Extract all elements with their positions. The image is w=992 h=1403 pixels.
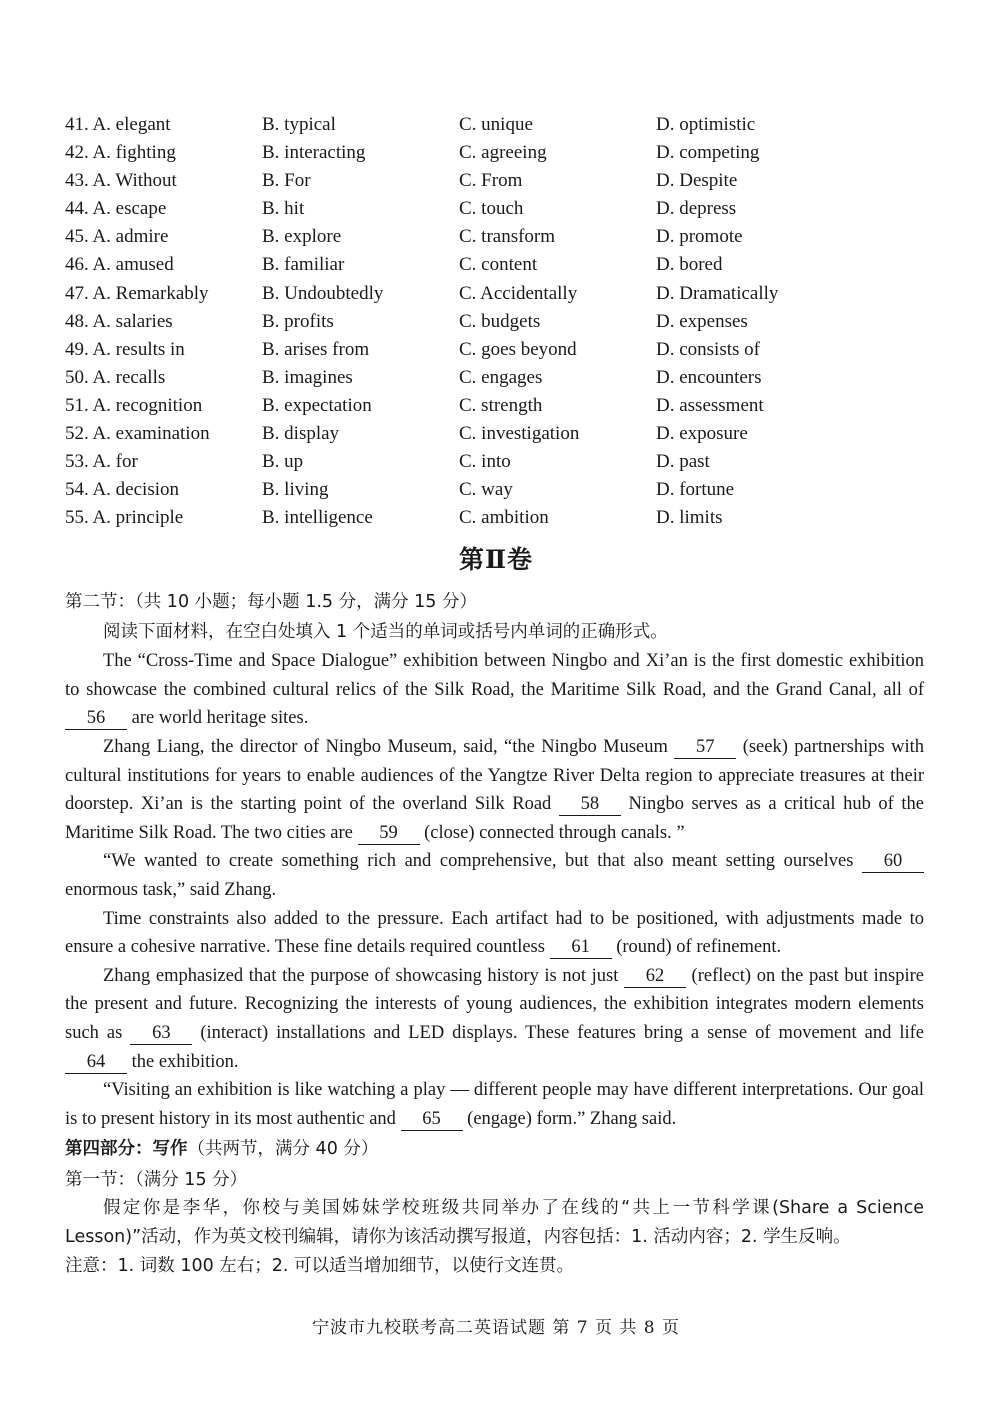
writing-note: 注意：1. 词数 100 左右；2. 可以适当增加细节，以使行文连贯。 — [65, 1255, 575, 1276]
option-c[interactable]: C. agreeing — [459, 142, 547, 164]
option-b[interactable]: B. arises from — [262, 338, 370, 360]
option-d[interactable]: D. Dramatically — [656, 282, 779, 304]
blank-62[interactable]: 62 — [624, 965, 686, 988]
option-d[interactable]: D. past — [656, 451, 710, 473]
option-a[interactable]: 45. A. admire — [65, 226, 169, 248]
passage-paragraph-6: “Visiting an exhibition is like watching a play — different people may have different interpretations. Our goal is to present history in its most authentic and 65 (engage) form.” Zhang said. — [65, 1080, 924, 1129]
option-a[interactable]: 53. A. for — [65, 451, 138, 473]
option-b[interactable]: B. profits — [262, 310, 334, 332]
blank-64[interactable]: 64 — [65, 1051, 127, 1074]
option-c[interactable]: C. way — [459, 479, 513, 501]
option-b[interactable]: B. typical — [262, 114, 336, 135]
question-row — [65, 392, 925, 420]
option-c[interactable]: C. From — [459, 170, 523, 192]
option-b[interactable]: B. Undoubtedly — [262, 282, 384, 304]
option-c[interactable]: C. ambition — [459, 507, 549, 529]
volume-title: 第Ⅱ卷 — [458, 545, 534, 574]
option-a[interactable]: 52. A. examination — [65, 423, 210, 445]
option-a[interactable]: 46. A. amused — [65, 254, 174, 276]
question-row — [65, 336, 925, 364]
option-a[interactable]: 54. A. decision — [65, 479, 179, 501]
option-c[interactable]: C. content — [459, 254, 538, 276]
option-b[interactable]: B. For — [262, 170, 311, 192]
passage-paragraph-2: Zhang Liang, the director of Ningbo Museum, said, “the Ningbo Museum 57 (seek) partnerships with cultural institutions for years to enable audiences of the Yangtze River Delta region to appreciate treasures at their doorstep. Xi’an is the starting point of the overland Silk Road 58 Ningbo serves as a critical hub of the Maritime Silk Road. The two cities are 59 (close) connected through canals. ” — [65, 736, 924, 843]
option-b[interactable]: B. intelligence — [262, 507, 373, 529]
question-row — [65, 504, 925, 532]
option-b[interactable]: B. explore — [262, 226, 342, 248]
passage-paragraph-3: “We wanted to create something rich and comprehensive, but that also meant setting ourselves 60 enormous task,” said Zhang. — [65, 847, 924, 904]
options-list — [65, 111, 925, 532]
option-c[interactable]: C. budgets — [459, 310, 541, 332]
option-c[interactable]: C. unique — [459, 114, 533, 135]
option-a[interactable]: 50. A. recalls — [65, 366, 166, 388]
section2 — [65, 588, 924, 1280]
blank-63[interactable]: 63 — [130, 1022, 192, 1045]
option-d[interactable]: D. depress — [656, 198, 737, 220]
blank-61[interactable]: 61 — [550, 936, 612, 959]
passage-paragraph-5: Zhang emphasized that the purpose of showcasing history is not just 62 (reflect) on the past but inspire the present and future. Recognizing the interests of young audiences, the exhibition integrates modern elements such as 63 (interact) installations and LED displays. These features bring a sense of movement and life 64 the exhibition. — [65, 965, 925, 1072]
option-a[interactable]: 48. A. salaries — [65, 310, 173, 332]
blank-58[interactable]: 58 — [559, 793, 621, 816]
option-c[interactable]: C. strength — [459, 394, 543, 416]
option-a[interactable]: 43. A. Without — [65, 170, 177, 192]
option-d[interactable]: D. fortune — [656, 479, 735, 501]
option-d[interactable]: D. exposure — [656, 423, 748, 445]
question-row — [65, 195, 925, 223]
section2-instruction: 阅读下面材料，在空白处填入 1 个适当的单词或括号内单词的正确形式。 — [103, 621, 668, 642]
section2-heading: 第二节：（共 10 小题；每小题 1.5 分，满分 15 分） — [65, 592, 477, 612]
option-d[interactable]: D. optimistic — [656, 114, 756, 135]
option-d[interactable]: D. assessment — [656, 394, 764, 416]
option-d[interactable]: D. promote — [656, 226, 743, 248]
question-row — [65, 139, 925, 167]
option-a[interactable]: 49. A. results in — [65, 338, 185, 360]
option-b[interactable]: B. imagines — [262, 366, 353, 388]
option-c[interactable]: C. investigation — [459, 423, 580, 445]
option-d[interactable]: D. expenses — [656, 310, 748, 332]
option-a[interactable]: 55. A. principle — [65, 507, 184, 529]
option-c[interactable]: C. into — [459, 451, 511, 473]
option-d[interactable]: D. encounters — [656, 366, 762, 388]
part4-heading: 第四部分：写作（共两节，满分 40 分） — [65, 1139, 379, 1160]
option-d[interactable]: D. Despite — [656, 170, 738, 192]
blank-59[interactable]: 59 — [358, 822, 420, 845]
question-row — [65, 111, 925, 139]
option-c[interactable]: C. transform — [459, 226, 556, 248]
part4-sub-heading: 第一节：（满分 15 分） — [65, 1169, 248, 1190]
option-b[interactable]: B. display — [262, 423, 340, 445]
question-row — [65, 167, 925, 195]
blank-60[interactable]: 60 — [862, 850, 924, 873]
question-row — [65, 280, 925, 308]
blank-65[interactable]: 65 — [401, 1108, 463, 1131]
option-b[interactable]: B. familiar — [262, 254, 345, 276]
option-b[interactable]: B. hit — [262, 198, 305, 220]
option-c[interactable]: C. Accidentally — [459, 282, 578, 304]
option-a[interactable]: 41. A. elegant — [65, 114, 171, 135]
option-d[interactable]: D. limits — [656, 507, 723, 529]
question-row — [65, 308, 925, 336]
option-a[interactable]: 44. A. escape — [65, 198, 167, 220]
option-c[interactable]: C. engages — [459, 366, 543, 388]
blank-57[interactable]: 57 — [674, 736, 736, 759]
option-a[interactable]: 42. A. fighting — [65, 142, 176, 164]
option-c[interactable]: C. goes beyond — [459, 338, 577, 360]
option-c[interactable]: C. touch — [459, 198, 524, 220]
option-b[interactable]: B. expectation — [262, 394, 372, 416]
passage-paragraph-1: The “Cross-Time and Space Dialogue” exhibition between Ningbo and Xi’an is the first domestic exhibition to showcase the combined cultural relics of the Silk Road, the Maritime Silk Road, and the Grand Canal, all of 56 are world heritage sites. — [65, 651, 924, 729]
question-row — [65, 364, 925, 392]
option-b[interactable]: B. living — [262, 479, 329, 501]
question-row — [65, 448, 925, 476]
option-a[interactable]: 47. A. Remarkably — [65, 282, 209, 304]
question-row — [65, 223, 925, 251]
option-d[interactable]: D. consists of — [656, 338, 760, 360]
page-footer: 宁波市九校联考高二英语试题 第 7 页 共 8 页 — [311, 1318, 681, 1338]
question-row — [65, 420, 925, 448]
question-row — [65, 476, 925, 504]
option-d[interactable]: D. competing — [656, 142, 760, 164]
writing-prompt: 假定你是李华，你校与美国姊妹学校班级共同举办了在线的“共上一节科学课(Share a Science Lesson)”活动，作为英文校刊编辑，请你为该活动撰写报道，内容包括：1. 活动内容；2. 学生反响。 — [65, 1198, 924, 1248]
blank-56[interactable]: 56 — [65, 707, 127, 730]
question-row — [65, 251, 925, 279]
passage-paragraph-4: Time constraints also added to the pressure. Each artifact had to be positioned, with adjustments made to ensure a cohesive narrative. These fine details required countless 61 (round) of refinement. — [65, 908, 924, 958]
option-a[interactable]: 51. A. recognition — [65, 394, 203, 416]
option-b[interactable]: B. up — [262, 451, 304, 473]
option-d[interactable]: D. bored — [656, 254, 723, 276]
option-b[interactable]: B. interacting — [262, 142, 366, 164]
